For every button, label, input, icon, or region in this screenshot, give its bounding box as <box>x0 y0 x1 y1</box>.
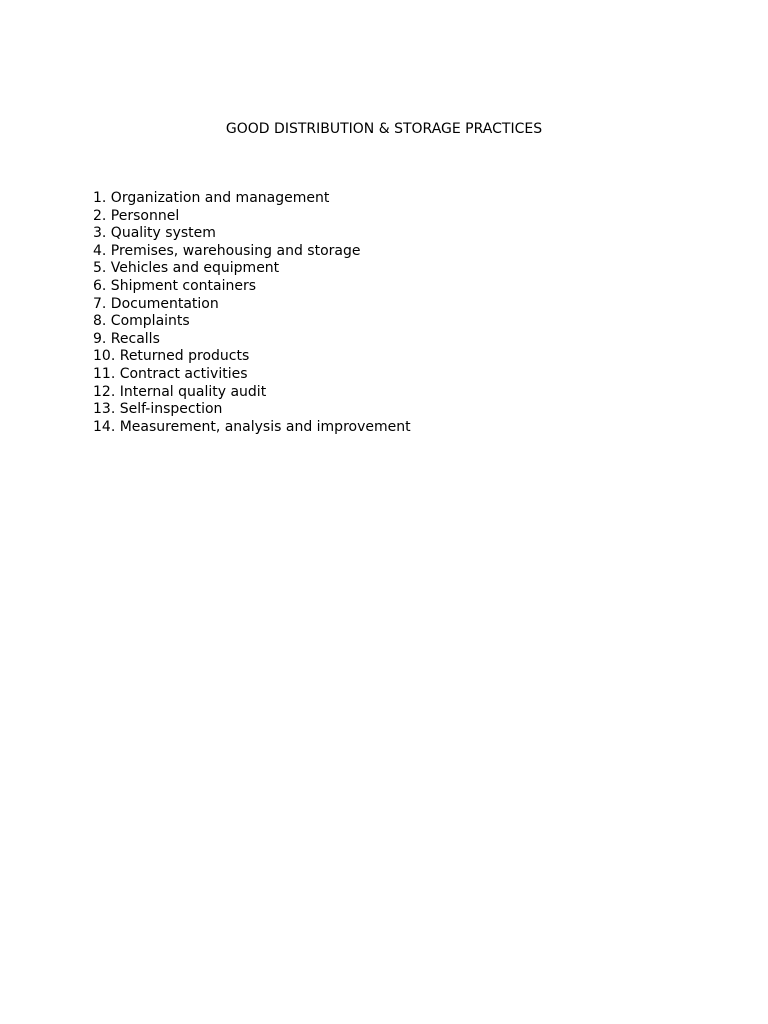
document-title: GOOD DISTRIBUTION & STORAGE PRACTICES <box>225 121 543 137</box>
list-item: 12. Internal quality audit <box>93 383 267 400</box>
list-item: 9. Recalls <box>93 330 160 347</box>
list-item: 7. Documentation <box>93 295 219 312</box>
list-item: 3. Quality system <box>93 225 216 242</box>
list-item: 11. Contract activities <box>93 365 248 382</box>
list-item: 14. Measurement, analysis and improvement <box>93 418 411 435</box>
list-item: 2. Personnel <box>93 207 180 224</box>
list-item: 10. Returned products <box>93 348 250 365</box>
list-item: 6. Shipment containers <box>93 277 257 294</box>
list-item: 4. Premises, warehousing and storage <box>93 242 361 259</box>
list-item: 13. Self-inspection <box>93 401 223 418</box>
list-item: 1. Organization and management <box>93 190 330 206</box>
contents-list <box>93 190 411 436</box>
list-item: 5. Vehicles and equipment <box>93 260 280 277</box>
list-item: 8. Complaints <box>93 313 190 330</box>
